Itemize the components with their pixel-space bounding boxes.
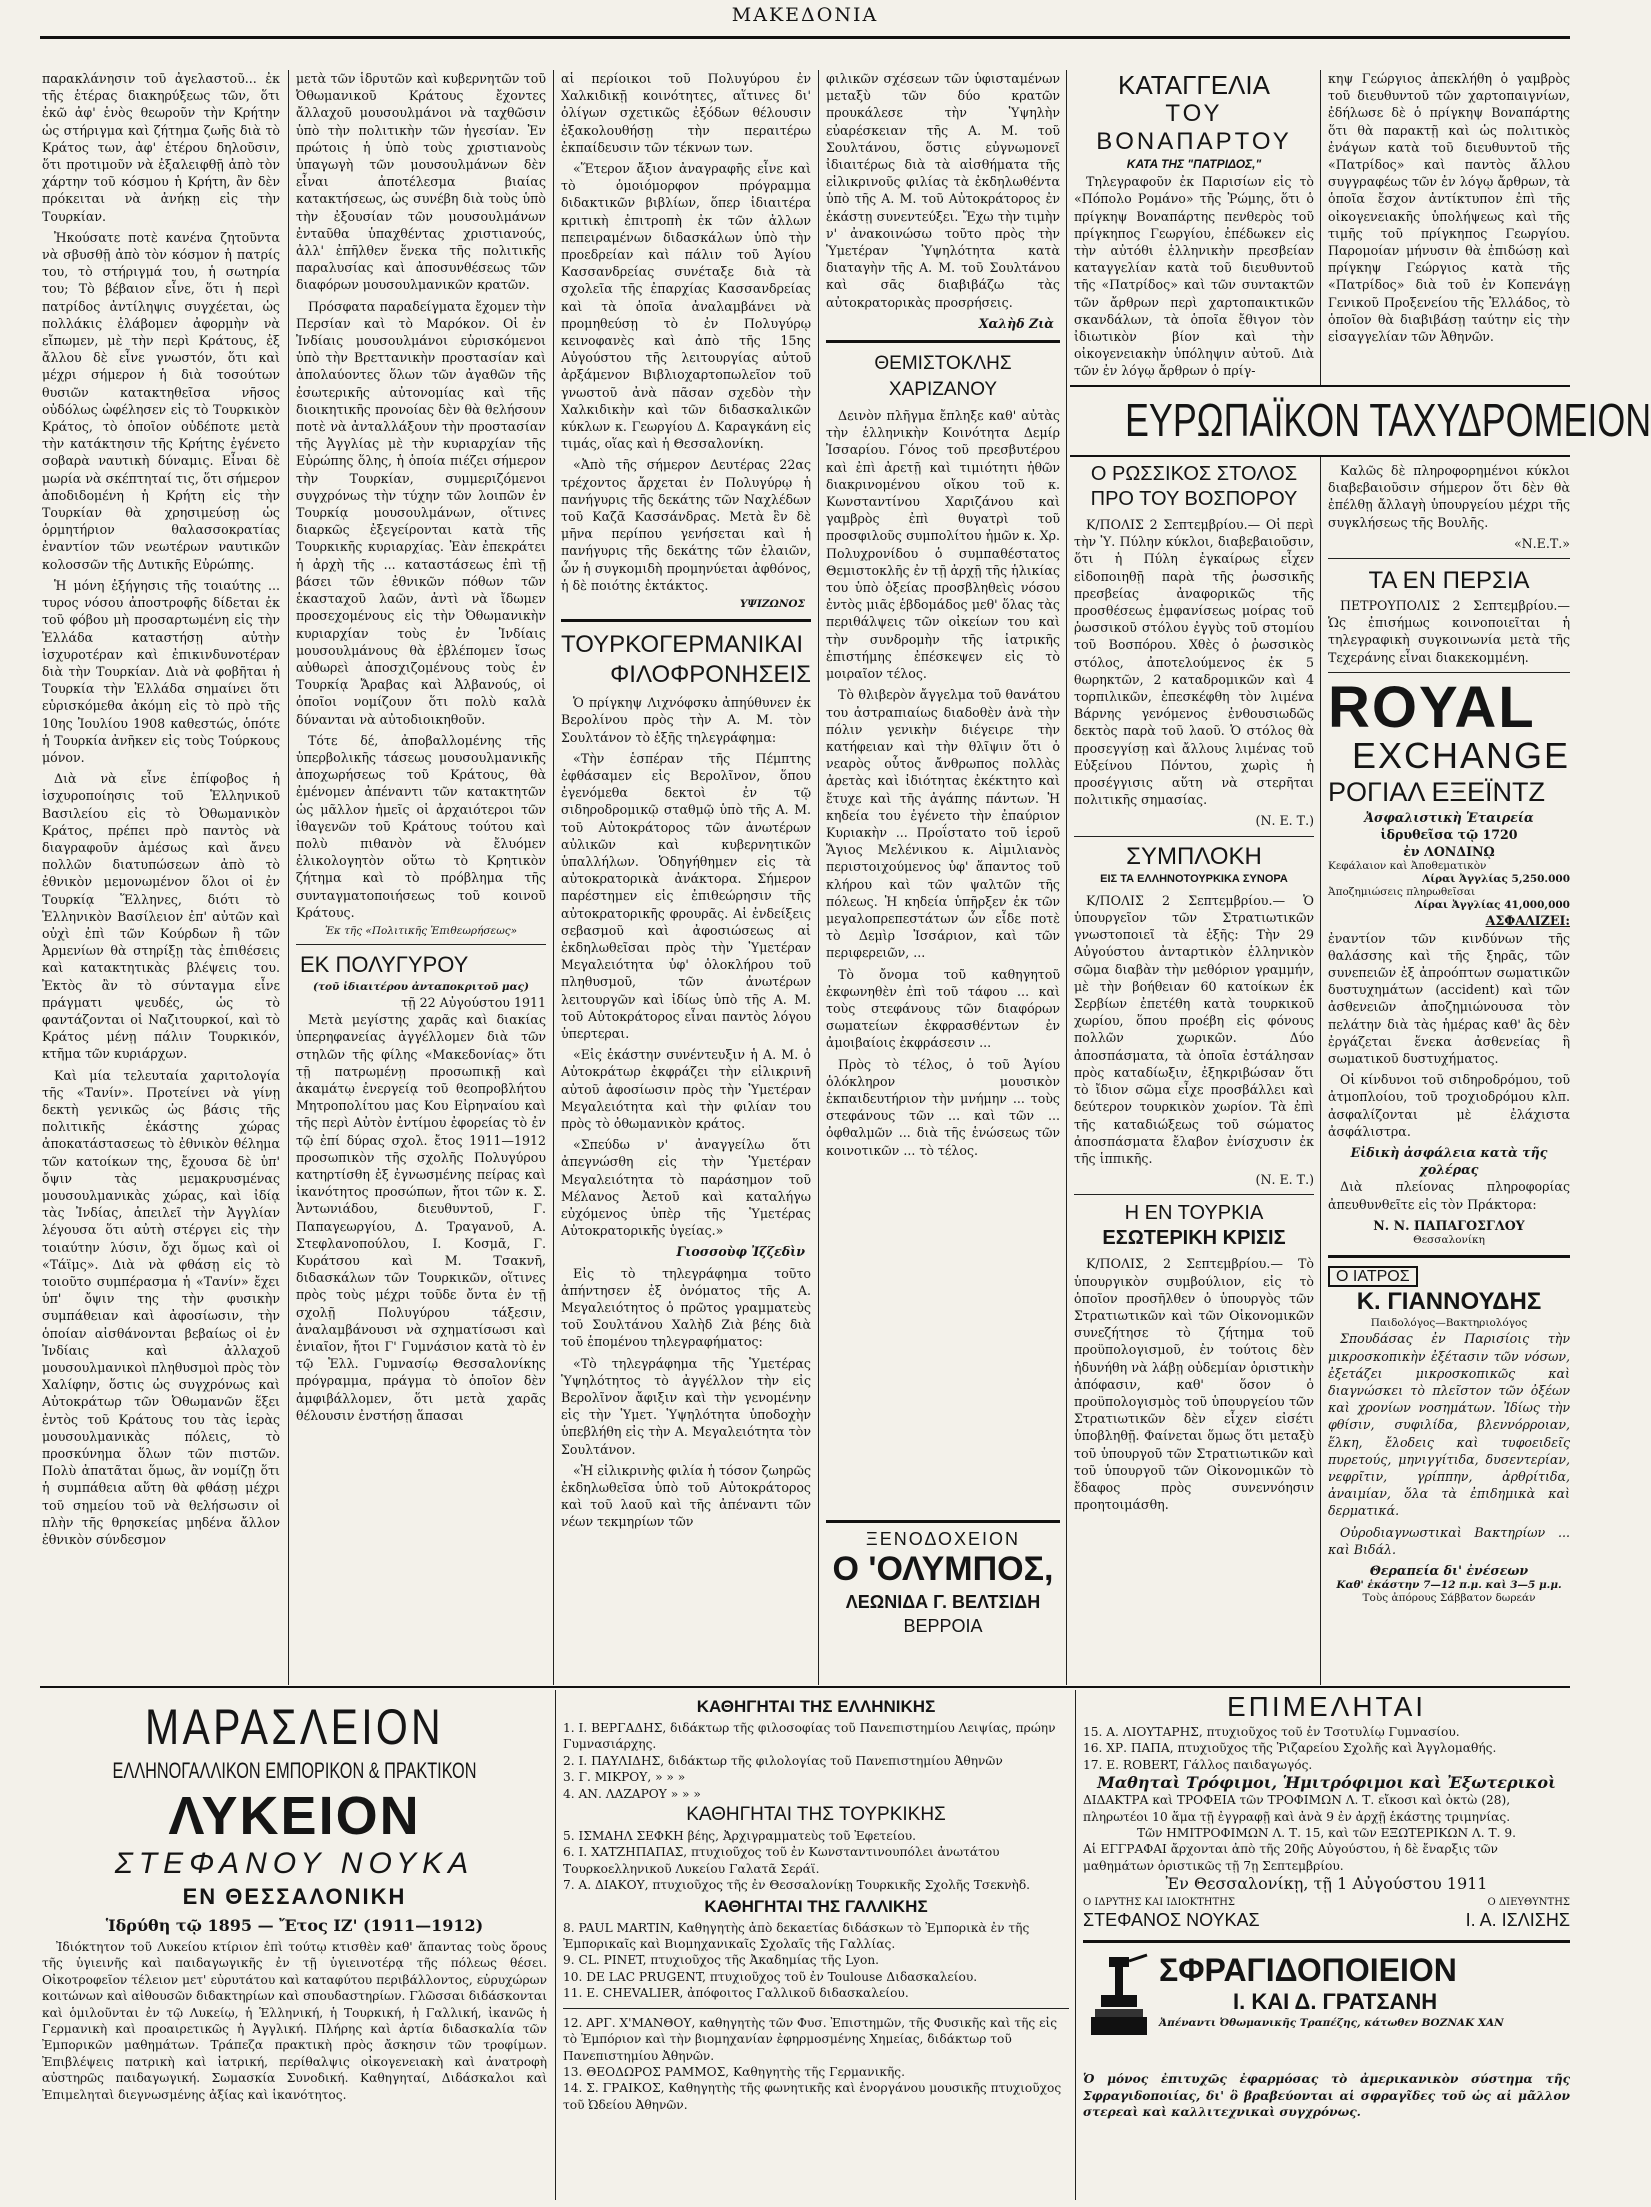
- polygyrou-heading: ΕΚ ΠΟΛΥΓΥΡΟΥ: [300, 951, 469, 977]
- article-paragraph: Μετὰ μεγίστης χαρᾶς καὶ διακίας ὑπερηφανείας ἀγγέλλομεν διὰ τῶν στηλῶν τῆς φίλης «Μακεδονίας» ὅτι τῇ πατρωμένῃ προσωπικῇ καὶ ἀκαμάτῳ ἐνεργείᾳ τοῦ θεοπροβλήτου Μητροπολίτου μας Κου Εἰρηναίου καὶ τῆς περὶ Αὐτὸν ἐντίμου ἐφορείας τὸ ἐν τῷ ἐπί δύρας σχολ. ἔτος 1911—1912 προσωπικὸν τῆς σχολῆς Πολυγύρου κατηρτίσθη ἐξ ἐγνωσμένης πείρας καὶ ἱκανότητος προσώπων, ἤτοι τῶν κ. Σ. Ἀντωνιάδου, διευθυντοῦ, Γ. Παπαγεωργίου, Δ. Τραγανοῦ, Α. Στεφλανοπούλου, Ι. Κοσμᾶ, Γ. Κυράτσου καὶ Μ. Τσακνῆ, διδασκάλων τῶν Τουρκικῶν, οἵτινες πρὸς τοὺς μέχρι τοῦδε ὄντα ἐν τῇ σχολῇ Πολυγύρου τάξεσιν, ἀναλαμβάνουσι νὰ σχηματίσωσι καὶ ἑνιαῖον, ἤτοι Γ' Γυμνάσιον κατὰ τὸ ἐν τῷ Ἑλλ. Γυμνασίῳ Θεσσαλονίκης πρόγραμμα, πράγμα τὸ ὁποῖον δὲν ἀμφιβάλλομεν, ὅτι μετὰ χαρᾶς θέλουσιν ἐνστήσῃ ἅπασαι: [296, 1012, 546, 1423]
- article-paragraph: Διὰ πλείονας πληροφορίας ἀπευθυνθεῖτε εἰς τὸν Πράκτορα:: [1328, 1179, 1570, 1212]
- iatros-specialty: Παιδολόγος—Βακτηριολόγος: [1370, 1317, 1528, 1330]
- teacher-item: 13. ΘΕΟΔΩΡΟΣ ΡΑΜΜΟΣ, Καθηγητὴς τῆς Γερμανικῆς.: [563, 2064, 905, 2079]
- symp-heading-1: ΣΥΜΠΛΟΚΗ: [1126, 842, 1262, 870]
- column-6-top: [1328, 70, 1570, 380]
- article-paragraph: «Σπεύδω ν' ἀναγγείλω ὅτι ἀπεγνώσθη εἰς τὴν Ὑμετέραν Μεγαλειότητα τὸ παράσημον τοῦ Μέλανος Ἀετοῦ καὶ καταλήγω εὐχόμενος ὑπὲρ τῆς Ὑμετέρας Αὐτοκρατορικῆς ὑγείας.»: [561, 1137, 811, 1239]
- agent-name: Ν. Ν. ΠΑΠΑΓΟΣΓΛΟΥ: [1373, 1217, 1525, 1233]
- teachers-heading-greek: ΚΑΘΗΓΗΤΑΙ ΤΗΣ ΕΛΛΗΝΙΚΗΣ: [696, 1697, 936, 1716]
- column-rule: [1066, 70, 1067, 1685]
- epim-fees-half: Τῶν ΗΜΙΤΡΟΦΙΜΩΝ Λ. Τ. 15, καὶ τῶν ΕΞΩΤΕΡΙΚΩΝ Λ. Τ. 9.: [1136, 1826, 1517, 1841]
- maraslion-owner: ΣΤΕΦΑΝΟΥ ΝΟΥΚΑ: [114, 1847, 475, 1880]
- divider: [1074, 1194, 1314, 1195]
- column-2: [296, 70, 546, 1685]
- teacher-item: 10. DE LAC PRUGENT, πτυχιοῦχος τοῦ ἐν Toulouse Διδασκαλείου.: [563, 1969, 978, 1984]
- divider: [1074, 836, 1314, 837]
- divider: [563, 2008, 1069, 2009]
- krisis-heading-2: ΕΣΩΤΕΡΙΚΗ ΚΡΙΣΙΣ: [1102, 1227, 1286, 1250]
- bottom-rule: [40, 1686, 1570, 1688]
- article-paragraph: Τηλεγραφοῦν ἐκ Παρισίων εἰς τὸ «Πόπολο Ρομάνο» τῆς Ῥώμης, ὅτι ὁ πρίγκηψ Βοναπάρτης πενθερὸς τοῦ πρίγκηπος Γεωργίου, ἐπέδωκεν εἰς τὴν αὐτόθι ἑλληνικὴν πρεσβείαν καταγγελίαν κατὰ τοῦ διευθυντοῦ τῆς «Πατρίδος» καὶ τῶν συντακτῶν τῶν ἄρθρων περὶ χαρτοπαικτικῶν σκανδάλων, τὰ ὁποῖα ἔθιγον τὸν ἰδιωτικὸν βίον καὶ τὴν οἰκογενειακὴν ὑπόληψιν αὐτοῦ. Διὰ τῶν ἐν λόγῳ ἄρθρων ὁ πρίγ-: [1074, 174, 1314, 379]
- article-paragraph: Διὰ νὰ εἶνε ἐπίφοβος ἡ ἰσχυροποίησις τοῦ Ἑλληνικοῦ Βασιλείου εἰς τὸ Ὀθωμανικὸν Κράτος, πρέπει πρὸ παντὸς νὰ διαγραφοῦν ἀμέσως καὶ ἄνευ πολλῶν διατυπώσεων ἀπὸ τὸ ἐθνικὸν μεμονωμένον ὅλοι οἱ ἐν Τουρκίᾳ Ἕλληνες, διότι τὸ Ἑλληνικὸν Βασίλειον ἐπ' αὐτῶν καὶ οὐχὶ ἐπὶ τῶν Κούρδων ἢ τῶν Ἀρμενίων θὰ στηρίξῃ τὰς ἐπιθέσεις καὶ κατακτητικὰς βλέψεις του. Ἐκτὸς ἂν τὸ σύνταγμα εἶνε πράγματι ψευδές, ὡς τὸ φαντάζονται οἱ Ναζιτουρκοί, καὶ τὸ Κράτος μένῃ πάλιν Τουρκικόν, κτῆμα τῶν κυριάρχων.: [42, 771, 280, 1062]
- article-paragraph: «Τὴν ἑσπέραν τῆς Πέμπτης ἐφθάσαμεν εἰς Βερολῖνον, ὅπου ἐγενόμεθα δεκτοὶ ἐν τῷ σιδηροδρομικῷ σταθμῷ ὑπὸ τῆς Α. Μ. τοῦ Αὐτοκράτορος τῶν ἀνωτέρων αὐλικῶν καὶ κυβερνητικῶν ὑπαλλήλων. Ὁδηγήθημεν εἰς τὰ αὐτοκρατορικὰ ἀνάκτορα. Σήμερον παρέστημεν εἰς ἐπιθεώρησιν τῆς αὐτοκρατορικῆς φρουρᾶς. Αἱ ἐνδείξεις σεβασμοῦ καὶ ἀφοσιώσεως αἱ ἐκδηλωθεῖσαι πρὸς τὴν Ὑμετέραν Μεγαλειότητα ὑφ' ὁλοκλήρου τοῦ πληθυσμοῦ, τῶν ἀνωτέρων λειτουργῶν καὶ ἰδίως ὑπὸ τῆς Α. Μ. τοῦ Αὐτοκράτορος εἶναι παντὸς λόγου ὑπερτεραι.: [561, 750, 811, 1041]
- director-name: Ι. Α. ΙΣΛΙΣΗΣ: [1465, 1910, 1570, 1931]
- teacher-item: 7. Α. ΔΙΑΚΟΥ, πτυχιοῦχος τῆς ἐν Θεσσαλονίκῃ Τουρκικῆς Σχολῆς Τσεκνὴδ.: [563, 1878, 1031, 1893]
- maraslion-ad: [42, 1690, 547, 2202]
- epim-students: Μαθηταὶ Τρόφιμοι, Ἡμιτρόφιμοι καὶ Ἐξωτερικοὶ: [1097, 1773, 1556, 1793]
- article-paragraph: Τὸ θλιβερὸν ἄγγελμα τοῦ θανάτου του ἀστραπιαίως διαδοθὲν ἀνὰ τὴν πόλιν γενικὴν διέγειρε τὴν κατήφειαν καὶ τὴν θλῖψιν ὅτι ὁ νεαρὸς οὗτος ἄνθρωπος πολλὰς ἀρετὰς καὶ ἰδιότητας ἐκέκτητο καὶ ἔτυχε καὶ τῆς ἀγάπης πάντων. Ἡ κηδεία του ἐγένετο τὴν ἐπαύριον Κυριακὴν ... Προΐστατο τοῦ ἱεροῦ Ἅγιος Μελένικου κ. Αἰμιλιανὸς περιστοιχούμενος ὑφ' ἅπαντος τοῦ κλήρου καὶ τῶν ψαλτῶν τῆς πόλεως. Ἡ κηδεία ὑπῆρξεν ἐκ τῶν μεγαλοπρεπεστάτων ὧν εἶδε ποτὲ τὸ Δεμὶρ Ἰσσάριον, καὶ τῶν περιφερειῶν, ...: [826, 687, 1060, 961]
- article-paragraph: Ἡ μόνη ἐξήγησις τῆς τοιαύτης ... τυρος νόσου ἀποστροφῆς δίδεται ἐκ τοῦ φόβου μὴ προσαρτωμένη εἰς τὴν Ἑλλάδα καταστήσῃ αὐτὴν ἰσχυροτέραν καὶ ἐπικινδυνοτέραν διὰ τὴν Τουρκίαν. Διὰ νὰ φοβῆται ἡ Τουρκία τὴν Ἑλλάδα σημαίνει ὅτι εὑρισκόμεθα ἀκόμη εἰς τὸ πρὸ τῆς 10ης Ἰουλίου 1908 καθεστώς, ὁπότε ἡ Τουρκία ἀνῆκεν εἰς τοὺς Τούρκους μόνον.: [42, 577, 280, 765]
- turco-heading-1: ΤΟΥΡΚΟΓΕΡΜΑΝΙΚΑΙ: [561, 631, 803, 659]
- sfrag-owner: Ι. ΚΑΙ Δ. ΓΡΑΤΣΑΝΗ: [1233, 1989, 1438, 2015]
- hotel-ad: [826, 1520, 1060, 1688]
- director-label: Ο ΔΙΕΥΘΥΝΤΗΣ: [1487, 1897, 1570, 1909]
- teacher-item: 12. ΑΡΓ. Χ'ΜΑΝΘΟΥ, καθηγητὴς τῶν Φυσ. Ἐπιστημῶν, τῆς Φυσικῆς καὶ τῆς εἰς τὸ Ἐμπόριον καὶ τὴν βιομηχανίαν ἐφηρμοσμένης Χημείας, διδάκτωρ τοῦ Πανεπιστημίου Ἀθηνῶν.: [563, 2015, 1058, 2063]
- krisis-heading-1: Η ΕΝ ΤΟΥΡΚΙΑ: [1124, 1202, 1264, 1225]
- article-paragraph: παρακλάνησιν τοῦ ἀγελαστοῦ... ἐκ τῆς ἑτέρας διακηρύξεως τῶν, ὅτι ἐκῶ ἀφ' ἑνὸς θεωροῦν τὴν Κρήτην ὡς στήριγμα καὶ ζήτημα ζωῆς διὰ τὸ Κράτος των, ἀφ' ἑτέρου δηλοῦσιν, ὅτι προτιμοῦν νὰ ἐξαλειφθῇ ἀπὸ τὸν χάρτην τοῦ κόσμου ἡ Κρήτη, ἂν δὲν πρόκειται νὰ ἀνήκῃ εἰς τὴν Τουρκίαν.: [42, 71, 280, 224]
- exchange-wordmark: EXCHANGE: [1351, 734, 1570, 776]
- article-paragraph: Πρόσφατα παραδείγματα ἔχομεν τὴν Περσίαν καὶ τὸ Μαρόκον. Οἱ ἐν Ἰνδίαις μουσουλμάνοι εὑρισκόμενοι ὑπὸ τὴν Βρεττανικὴν προστασίαν καὶ ἀπολαύοντες ὅλων τῶν ἀγαθῶν τῆς ἐσωτερικῆς αὐτονομίας καὶ τῆς διοικητικῆς προνοίας δὲν θὰ θελήσουν ποτὲ νὰ ἀνταλλάξουν τὴν προστασίαν τῆς Ἀγγλίας μὲ τὴν κυριαρχίαν τῆς Εὐρώπης ὅλης, ἡ ὁποία πιέζει σήμερον τὴν Τουρκίαν, συμμεριζόμενοι συγχρόνως τὴν τύχην τῶν λοιπῶν ἐν Τουρκίᾳ μουσουλμάνων, οἵτινες διαρκῶς ἐξεγείρονται κατὰ τῆς Τουρκικῆς κυριαρχίας. Ἐὰν ἐπεκράτει ἡ ἀρχὴ τῆς ... καταστάσεως ἐπὶ τῇ βάσει τῶν ἐθνικῶν πόθων τῶν ἑκασταχοῦ λαῶν, ἀντὶ νὰ ἴδωμεν προσεχομένους εἰς τὴν Ὀθωμανικὴν κυριαρχίαν τοὺς ἐν Ἰνδίαις μουσουλμάνους θὰ ἐβλέπομεν ἴσως αὐθωρεὶ ἀποσχιζομένους τοὺς ἐν Τουρκίᾳ Ἄραβας καὶ Ἀλβανούς, οἱ ὁποῖοι νομίζουν ὅτι πολὺ καλὰ δύνανται νὰ αὐτοδιοικηθοῦν.: [296, 298, 546, 727]
- royal-insures: ΑΣΦΑΛΙΖΕΙ:: [1485, 913, 1570, 929]
- iatros-poor: Τοὺς ἀπόρους Σάββατον δωρεάν: [1362, 1592, 1536, 1605]
- iatros-hours: Καθ' ἑκάστην 7—12 π.μ. καὶ 3—5 μ.μ.: [1336, 1579, 1562, 1592]
- katag-heading-1: ΚΑΤΑΓΓΕΛΙΑ: [1118, 70, 1270, 100]
- divider: [296, 944, 546, 945]
- stolos-heading-2: ΠΡΟ ΤΟΥ ΒΟΣΠΟΡΟΥ: [1090, 488, 1298, 510]
- divider: [826, 340, 1060, 343]
- maraslion-city: ΕΝ ΘΕΣΣΑΛΟΝΙΚΗ: [182, 1884, 407, 1909]
- teacher-item: 9. CL. PINET, πτυχιοῦχος τῆς Ἀκαδημίας τῆς Lyon.: [563, 1953, 880, 1968]
- teachers-heading-french: ΚΑΘΗΓΗΤΑΙ ΤΗΣ ΓΑΛΛΙΚΗΣ: [704, 1896, 928, 1916]
- supervisor-item: 16. ΧΡ. ΠΑΠΑ, πτυχιοῦχος τῆς Ῥιζαρείου Σχολῆς καὶ Ἀγγλομαθής.: [1083, 1741, 1497, 1756]
- article-paragraph: Τότε δέ, ἀποβαλλομένης τῆς ὑπερβολικῆς τάσεως μουσουλμανικῆς ἀποχωρήσεως τοῦ Κράτους, θὰ ἐμένομεν ἀπέναντι τῶν κατακτητῶν ὡς μᾶλλον ἡμεῖς οἱ ἀρχαιότεροι τῶν ἰθαγενῶν τοῦ Κράτους τούτου καὶ πολὺ πιθανὸν νὰ ἔλυόμεν ἐλικολογητὸν οὕτω τὸ Κρητικὸν ζήτημα καὶ τὸ πρόβλημα τῆς συνταγματοποιήσεως τοῦ κοινοῦ Κράτους.: [296, 732, 546, 920]
- royal-cholera: Εἰδικὴ ἀσφάλεια κατὰ τῆς χολέρας: [1350, 1145, 1548, 1178]
- sfrag-text: Ὁ μόνος ἐπιτυχῶς ἐφαρμόσας τὸ ἀμερικανικὸν σύστημα τῆς Σφραγιδοποιίας, δι' ὃ βραβεύονται αἱ σφραγῖδες τοῦ ὡς αἱ μᾶλλον στερεαὶ καὶ καλλιτεχνικαὶ συγχρόνως.: [1083, 2072, 1570, 2120]
- article-paragraph: «Ἡ εἰλικρινὴς φιλία ἡ τόσον ζωηρῶς ἐκδηλωθεῖσα ὑπὸ τοῦ Αὐτοκράτορος καὶ τοῦ λαοῦ καὶ τῆς ἀπέναντι τῶν νέων τεκμηρίων τῶν: [561, 1462, 811, 1530]
- royal-paid-label: Ἀποζημιώσεις πληρωθεῖσαι: [1328, 886, 1476, 899]
- column-rule: [288, 70, 289, 1685]
- signature: ΥΨΙΖΩΝΟΣ: [739, 598, 805, 611]
- founder-name: ΣΤΕΦΑΝΟΣ ΝΟΥΚΑΣ: [1083, 1910, 1260, 1931]
- article-paragraph: Οἱ κίνδυνοι τοῦ σιδηροδρόμου, τοῦ ἀτμοπλοίου, τοῦ τροχιοδρόμου κλπ. ἀσφαλίζονται μὲ ἐλάχιστα ἀσφάλιστρα.: [1328, 1072, 1570, 1139]
- epim-title: ΕΠΙΜΕΛΗΤΑΙ: [1226, 1691, 1427, 1722]
- article-paragraph: φιλικῶν σχέσεων τῶν ὑφισταμένων μεταξὺ τῶν δύο κρατῶν προυκάλεσε τὴν Ὑψηλὴν εὐαρέσκειαν τῆς Α. Μ. τοῦ Σουλτάνου, ὅστις εὐγνωμονεῖ ἰδιαιτέρως διὰ τὰ αἰσθήματα τῆς εἰλικρινοῦς φιλίας τὰ ἐκδηλωθέντα ὑπὸ τῆς Α. Μ. τοῦ Αὐτοκράτορος ἐν ἑκάστῃ συνεντεύξει. Ἔχω τὴν τιμὴν ν' ἀνακοινώσω τοῦτο πρὸς τὴν Ὑμετέραν Ὑψηλότητα κατὰ διαταγὴν τῆς Α. Μ. τοῦ Σουλτάνου καὶ σᾶς διαβιβάζω τὰς αὐτοκρατορικὰς προσρήσεις.: [826, 71, 1060, 310]
- turco-heading-2: ΦΙΛΟΦΡΟΝΗΣΕΙΣ: [610, 661, 811, 689]
- article-paragraph: Καὶ μία τελευταία χαριτολογία τῆς «Τανίν». Προτείνει νὰ γίνῃ δεκτὴ γενικῶς ὡς βάσις τῆς πολιτικῆς ἑκάστης χώρας ἀποκατάστασεως τὸ ἐθνικὸν θέλημα τῶν κατοίκων της, ἔχουσα δὲ ὑπ' ὄψιν τὰς μεμακρυσμένας μουσουλμανικὰς χώρας, καὶ ἰδίᾳ τὰς Ἰνδίας, ἀπειλεῖ τὴν Ἀγγλίαν λέγουσα ὅτι αὐτὴ στέργει εἰς τὴν τοιαύτην λύσιν, ὄχι ὅμως καὶ οἱ «Τάϊμς». Διὰ νὰ φθάσῃ εἰς τὸ τοιοῦτο συμπέρασμα ἡ «Τανίν» ἔχει ὑπ' ὄψιν της τὴν φυσικὴν συμπάθειαν καὶ ἀφοσίωσιν, τὴν ὁποίαν αἰσθάνονται βεβαίως οἱ ἐν Ἰνδίαις καὶ ἀλλαχοῦ μουσουλμανικοὶ πληθυσμοὶ πρὸς τὸν Χαλίφην, ὅστις ὡς συγχρόνως καὶ Αὐτοκράτωρ τῶν Ὀθωμανῶν ἕξει ἐντὸς τοῦ Κράτους του τὰς ἱερὰς μουσουλμανικὰς πόλεις, τὸ προσκύνημα ὅλων τῶν πιστῶν. Πολὺ ἀπατᾶται ὅμως, ἂν νομίζῃ ὅτι ἡ συμπάθεια αὕτη θὰ φθάσῃ μέχρι τοῦ σημείου τοῦ νὰ θελήσωσιν οἱ πλὴν τῆς θρησκείας μηδένα ἄλλον ἐθνικὸν σύνδεσμον: [42, 1067, 280, 1548]
- newspaper-title: ΜΑΚΕΔΟΝΙΑ: [731, 4, 879, 26]
- royal-capital: Λίραι Ἀγγλίας 5,250.000: [1421, 873, 1570, 886]
- article-paragraph: Δεινὸν πλῆγμα ἔπληξε καθ' αὐτὰς τὴν ἑλληνικὴν Κοινότητα Δεμίρ Ἰσσαρίου. Γόνος τοῦ πρεσβυτέρου καὶ ἐπὶ ἀρετῇ καὶ τιμιότητι ἠθῶν διακρινομένου οἴκου τοῦ κ. Κωνσταντίνου Χαριζάνου καὶ γαμβρὸς ἐπὶ θυγατρὶ τοῦ προσφιλοῦς συμπολίτου ἡμῶν κ. Χρ. Πολυχρονίδου ὁ συμπαθέστατος Θεμιστοκλῆς ἐν τῇ ἀρχῇ τῆς ἡλικίας του ὑπὸ ὀξείας προσβληθεὶς νόσου ἐντὸς μιᾶς ἑβδομάδος μεθ' ὅλας τὰς περιθάλψεις τῶν οἰκείων του καὶ τὴν συνδρομὴν τῆς ἰατρικῆς ἐπιστήμης ἐπέσκεψεν εἰς τὸ μοιραῖον τέλος.: [826, 408, 1060, 682]
- epim-fees: ΔΙΔΑΚΤΡΑ καὶ ΤΡΟΦΕΙΑ τῶν ΤΡΟΦΙΜΩΝ Λ. Τ. εἴκοσι καὶ ὀκτὼ (28), πληρωτέοι 10 ἅμα τῇ ἐγγραφῇ καὶ ἀνὰ 9 ἐν ἀρχῇ ἑκάστης τριμηνίας.: [1083, 1793, 1511, 1824]
- iatros-name: Κ. ΓΙΑΝΝΟΥΔΗΣ: [1356, 1288, 1542, 1316]
- europ-heading: ΕΥΡΩΠΑΪΚΟΝ ΤΑΧΥΔΡΟΜΕΙΟΝ: [1125, 394, 1651, 446]
- royal-paid: Λίραι Ἀγγλίας 41,000,000: [1414, 899, 1570, 912]
- royal-line: Ἀσφαλιστικὴ Ἑταιρεία: [1364, 809, 1534, 825]
- correspondent-note: (τοῦ ἰδιαιτέρου ἀνταποκριτοῦ μας): [313, 980, 529, 993]
- article-paragraph: «Εἰς ἑκάστην συνέντευξιν ἡ Α. Μ. ὁ Αὐτοκράτωρ ἐκφράζει τὴν εἰλικρινῆ αὐτοῦ ἀφοσίωσιν πρὸς τὴν Ὑμετέραν Μεγαλειότητα καὶ τὴν φιλίαν του πρὸς τὸ ὀθωμανικὸν κράτος.: [561, 1047, 811, 1131]
- column-rule: [555, 1690, 556, 2200]
- supervisors-ad: [1083, 1690, 1570, 2202]
- article-paragraph: «Τὸ τηλεγράφημα τῆς Ὑμετέρας Ὑψηλότητος τὸ ἀγγέλλον τὴν εἰς Βερολῖνον ἄφιξιν καὶ τὴν γενομένην εἰς τὴν Ὑμετ. Ὑψηλότητα ὑποδοχὴν ὑπεβλήθη εἰς τὴν Α. Μεγαλειότητα τὸν Σουλτάνον.: [561, 1355, 811, 1457]
- column-5-lower: [1074, 462, 1314, 1685]
- themis-heading: ΘΕΜΙΣΤΟΚΛΗΣ ΧΑΡΙΖΑΝΟΥ: [874, 353, 1012, 401]
- article-paragraph: «Ἀπὸ τῆς σήμερον Δευτέρας 22ας τρέχοντος ἄρχεται ἐν Πολυγύρῳ ἡ πανήγυρις τῆς δεκάτης τῶν Ναχλέδων τοῦ Καζᾶ Κασσάνδρας. Μετὰ ἓν δὲ μῆνα περίπου γενήσεται καὶ ἡ πανήγυρις τῆς δεκάτης τῶν ἐλαιῶν, ὧν ἡ συγκομιδὴ προμηνύεται ἀφθόνος, ἡ δὲ ποιότης ἐκτάκτος.: [561, 457, 811, 593]
- royal-capital-label: Κεφάλαιον καὶ Ἀποθεματικὸν: [1328, 860, 1487, 873]
- maraslion-title: ΜΑΡΑΣΛΕΙΟΝ: [145, 1699, 444, 1755]
- teachers-heading-turkish: ΚΑΘΗΓΗΤΑΙ ΤΗΣ ΤΟΥΡΚΙΚΗΣ: [686, 1804, 946, 1826]
- europ-banner: [1070, 385, 1651, 457]
- epim-signatures: [1083, 1908, 1570, 1932]
- article-paragraph: Εἰς τὸ τηλεγράφημα τοῦτο ἀπήντησεν ἐξ ὀνόματος τῆς Α. Μεγαλειότητος ὁ πρῶτος γραμματεὺς τοῦ Σουλτάνου Χαλὴδ Ζιὰ βέης διὰ τοῦ ἑπομένου τηλεγραφήματος:: [561, 1265, 811, 1350]
- teacher-item: 1. Ι. ΒΕΡΓΑΔΗΣ, διδάκτωρ τῆς φιλοσοφίας τοῦ Πανεπιστημίου Λειψίας, πρώην Γυμνασιάρχης.: [563, 1721, 1056, 1752]
- stolos-heading-1: Ο ΡΩΣΣΙΚΟΣ ΣΤΟΛΟΣ: [1090, 463, 1298, 485]
- agency-credit: (Ν. Ε. Τ.): [1255, 813, 1314, 829]
- column-rule: [553, 70, 554, 1685]
- maraslion-lykeion: ΛΥΚΕΙΟΝ: [168, 1786, 421, 1846]
- divider: [1328, 672, 1570, 673]
- article-paragraph: Ἠκούσατε ποτὲ κανένα ζητοῦντα νὰ σβυσθῇ ἀπὸ τὸν κόσμον ἡ πατρίς του, τὸ στήριγμά του, ἡ σωτηρία του; Τὸ βέβαιον εἶνε, ὅτι ἡ περὶ πατρίδος ἀντίληψις συγχέεται, ὡς πολλάκις ἐλάβομεν ἀφορμὴν νὰ εἴπωμεν, μὲ τὴν περὶ Κράτους, ἐξ ἄλλου δὲ εἶνε γνωστόν, ὅτι καὶ μέχρι σήμερον ἡ διὰ τοσούτων θυσιῶν κατακτηθεῖσα νῆσος οὐδόλως ὠφέλησεν εἰς τὸ Τουρκικὸν Κράτος, τὸ ὁποῖον οὐδέποτε μετὰ τὴν κατάκτησιν τῆς Κρήτης ἐγένετο σοβαρὰ ναυτικὴ δύναμις. Εἶναι δὲ μωρία νὰ σκέπτηταί τις, ὅτι σήμερον ἀποδιδομένη ἡ Κρήτη εἰς τὴν Τουρκίαν θὰ χρησιμεύσῃ ὡς ὁρμητήριον θαλασσοκρατίας ἐναντίον τῶν νεωτέρων ναυτικῶν κολοσσῶν τῆς Δυτικῆς Εὐρώπης.: [42, 229, 280, 572]
- article-paragraph: Σπουδάσας ἐν Παρισίοις τὴν μικροσκοπικὴν ἐξέτασιν τῶν νόσων, ἐξετάζει μικροσκοπικῶς καὶ διαγνώσκει τὸ πλεῖστον τῶν ὀξέων καὶ χρονίων νοσημάτων. Ἰδίως τὴν φθίσιν, συφιλίδα, βλεννόρροιαν, ἕλκη, ἔλοδεις καὶ τυφοειδεῖς πυρετούς, μηνιγγίτιδα, δυσεντερίαν, νεφρῖτιν, γρίππην, ἀρθρίτιδα, ἀναιμίαν, ὅλα τὰ ἐπιδημικὰ καὶ δερματικά.: [1328, 1331, 1570, 1519]
- agency-credit: (Ν. Ε. Τ.): [1255, 1172, 1314, 1188]
- hotel-label: ΞΕΝΟΔΟΧΕΙΟΝ: [866, 1529, 1020, 1549]
- masthead-rule: [40, 36, 1570, 39]
- sfrag-address: Ἀπέναντι Ὀθωμανικῆς Τραπέζης, κάτωθεν ΒΟΖΝΑΚ ΧΑΝ: [1159, 2017, 1504, 2030]
- agency-credit: «Ν.Ε.Τ.»: [1513, 535, 1570, 551]
- hotel-name: Ο 'ΟΛΥΜΠΟΣ,: [832, 1550, 1054, 1589]
- article-paragraph: Οὐροδιαγνωστικαὶ Βακτηρίων ... καὶ Βιδάλ.: [1328, 1524, 1570, 1557]
- article-paragraph: Τὸ ὄνομα τοῦ καθηγητοῦ ἐκφωνηθὲν ἐπὶ τοῦ τάφου ... καὶ τοὺς στεφάνους τῶν διαφόρων σωματείων ἐκφρασθέντων ἐν ἀμοιβαίοις ἐκφράσεσιν ...: [826, 966, 1060, 1051]
- maraslion-text: Ἰδιόκτητον τοῦ Λυκείου κτίριον ἐπὶ τούτῳ κτισθὲν καθ' ἅπαντας τοὺς ὅρους τῆς ὑγιεινῆς καὶ παιδαγωγικῆς ἐν τῇ ὑγιεινοτέρᾳ τῆς πόλεως θέσει. Οἰκοτροφεῖον τέλειον μετ' εὐρυτάτου καὶ καταφύτου περιβάλλοντος, εὐρυχώρων κοιτώνων καὶ αἰθουσῶν διδακτηρίων καὶ σπουδαστηρίων. Γλῶσσαι διδάσκονται καὶ ὁμιλοῦνται ἐν τῷ Λυκείῳ, ἡ Ἑλληνική, ἡ Τουρκική, ἡ Γαλλική, ἰκανῶς ἡ Γερμανικὴ καὶ προαιρετικῶς ἡ Ἀγγλική. Πλήρης καὶ ἀρτία διδασκαλία τῶν Ἐμπορικῶν μαθημάτων. Τράπεζα πρακτικὴ πρὸς ἄσκησιν τῶν τροφίμων. Ἐπιβλέψεις πατρικὴ καὶ ἰατρική, περίθαλψις οἰκογενειακὴ καὶ ἀνατροφὴ αὐστηρῶς παιδαγωγική. Σωμασκία Συνοδική. Καθηγηταί, Διδάσκαλοι καὶ Ἐπιμεληταὶ διεγνωσμένης ἀξίας καὶ ἱκανότητος.: [42, 1940, 547, 2102]
- column-rule: [1075, 1690, 1076, 2200]
- sfrag-title: ΣΦΡΑΓΙΔΟΠΟΙΕΙΟΝ: [1159, 1952, 1457, 1989]
- article-paragraph: κηψ Γεώργιος ἀπεκλήθη ὁ γαμβρὸς τοῦ διευθυντοῦ τῶν χαρτοπαιγνίων, ἐδήλωσε δὲ ὁ πρίγκηψ Βοναπάρτης ὅτι θὰ παρακτῇ καὶ ὡς πολιτικὸς ἐνάγων κατὰ τοῦ διευθυντοῦ τῆς «Πατρίδος» καὶ παντὸς ἄλλου συγγραφέως τῶν ἐν λόγῳ ἄρθρων, τὰ ὁποῖα ἔσχον ἀντίκτυπον ἐπὶ τῆς οἰκογενειακῆς ὑπολήψεως καὶ τῆς τιμῆς τοῦ πρίγκηπος Γεωργίου. Παρομοίαν μήνυσιν θὰ ἐπιδώσῃ καὶ πρίγκηψ Γεώργιος κατὰ τῆς «Πατρίδος» διὰ τοῦ ἐν Κοπενάγῃ Γενικοῦ Προξενείου τῆς Ἑλλάδος, τὸ ὁποῖον θὰ διαβιβάσῃ ταύτην εἰς τὴν εἰσαγγελίαν τῶν Ἀθηνῶν.: [1328, 71, 1570, 345]
- article-paragraph: Κ/ΠΟΛΙΣ 2 Σεπτεμβρίου.— Οἱ περὶ τὴν Ὑ. Πύλην κύκλοι, διαβεβαιοῦσιν, ὅτι ἡ Πύλη ἐγκαίρως εἶχεν εἰδοποιηθῇ παρὰ τῆς ῥωσσικῆς πρεσβείας ἀναφορικῶς τῆς προσθέσεως ἐμφανίσεως μοίρας τοῦ ῥωσσικοῦ στόλου ἐγγὺς τοῦ στομίου τοῦ Βοσπόρου. Χθὲς ὁ ῥωσσικὸς στόλος, ἀποτελούμενος ἐκ 5 θωρηκτῶν, 2 καταδρομικῶν καὶ 4 τορπιλικῶν, ἐπεσκέφθη τὸν λιμένα Βάρνης γενόμενος ἐνθουσιωδῶς δεκτὸς παρὰ τοῦ λαοῦ. Ὁ στόλος θὰ προσεγγίσῃ καὶ ἄλλους λιμένας τοῦ Εὐξείνου Πόντου, χωρὶς ἡ προσέγγισις αὕτη νὰ στερῆται πολιτικῆς σημασίας.: [1074, 517, 1314, 808]
- teacher-item: 6. Ι. ΧΑΤΖΗΠΑΠΑΣ, πτυχιοῦχος τοῦ ἐν Κωνσταντινουπόλει ἀνωτάτου Τουρκοελληνικοῦ Λυκείου Γαλατᾶ Σεράϊ.: [563, 1845, 1000, 1876]
- supervisor-item: 15. Α. ΛΙΟΥΤΑΡΗΣ, πτυχιοῦχος τοῦ ἐν Τσοτυλίῳ Γυμνασίου.: [1083, 1725, 1460, 1739]
- symp-heading-2: ΕΙΣ ΤΑ ΕΛΛΗΝΟΤΟΥΡΚΙΚΑ ΣΥΝΟΡΑ: [1100, 872, 1288, 885]
- hotel-owner: ΛΕΩΝΙΔΑ Γ. ΒΕΛΤΣΙΔΗ: [845, 1592, 1041, 1613]
- persia-heading: ΤΑ ΕΝ ΠΕΡΣΙΑ: [1368, 567, 1530, 595]
- column-4: [826, 70, 1060, 1685]
- royal-wordmark: ROYAL: [1328, 674, 1536, 740]
- royal-line: ἐν ΛΟΝΔΙΝῼ: [1403, 844, 1495, 860]
- dateline: τῇ 22 Αὐγούστου 1911: [401, 994, 546, 1010]
- teacher-item: 5. ΙΣΜΑΗΛ ΣΕΦΚΗ βέης, Ἀρχιγραμματεὺς τοῦ Ἐφετείου.: [563, 1829, 916, 1844]
- article-paragraph: ΠΕΤΡΟΥΠΟΛΙΣ 2 Σεπτεμβρίου.— Ὡς ἐπισήμως κοινοποιεῖται ἡ τηλεγραφικὴ συγκοινωνία μετὰ τῆς Τεχεράνης εἶναι διακεκομμένη.: [1328, 598, 1570, 665]
- article-source: Ἐκ τῆς «Πολιτικῆς Ἐπιθεωρήσεως»: [324, 924, 518, 937]
- founder-label: Ο ΙΔΡΥΤΗΣ ΚΑΙ ΙΔΙΟΚΤΗΤΗΣ: [1083, 1897, 1235, 1909]
- divider: [1083, 1940, 1570, 1943]
- column-6: [1328, 462, 1570, 1685]
- agent-city: Θεσσαλονίκη: [1413, 1234, 1485, 1247]
- column-rule: [1320, 70, 1321, 1685]
- article-paragraph: μετὰ τῶν ἱδρυτῶν καὶ κυβερνητῶν τοῦ Ὀθωμανικοῦ Κράτους ἔχοντες ἄλλαχοῦ μουσουλμάνοι νὰ ταχθῶσιν ὑπὸ τὴν πολιτικὴν τῶν ἡγεσίαν. Ἐν πρώτοις ἡ ὑπὸ τοὺς χριστιανοὺς ὑπαγωγὴ τῶν μουσουλμάνων δὲν εἶναι ἀποτέλεσμα βιαίας κατακτήσεως, ὡς συνέβη διὰ τοὺς ὑπὸ τὴν ἐξουσίαν τῶν μουσουλμάνων ἐνταῦθα ὑπαχθέντας χριστιανούς, ἀλλ' ἐπῆλθεν ἕνεκα τῆς πολιτικῆς παραλυσίας καὶ ἀποσυνθέσεως τῶν διαφόρων μουσουλμανικῶν κρατῶν.: [296, 71, 546, 293]
- sfrag-ad: [1083, 1951, 1570, 2071]
- article-paragraph: αἱ περίοικοι τοῦ Πολυγύρου ἐν Χαλκιδικῇ κοινότητες, αἵτινες δι' ὀλίγων σχετικῶς ἐξόδων θέλουσιν ἐξακολουθήσῃ τὴν περαιτέρω ἐκπαίδευσιν τῶν τέκνων των.: [561, 71, 811, 155]
- article-paragraph: ἐναντίον τῶν κινδύνων τῆς θαλάσσης καὶ τῆς ξηρᾶς, τῶν συνεπειῶν ἐξ ἀπροόπτων σωματικῶν δυστυχημάτων (accident) καὶ τῶν ἀσθενειῶν ἀποζημιώνουσα τὸν πελάτην διὰ τὰς ἡμέρας καθ' ἃς δὲν ἐργάζεται ἕνεκα ἀσθενείας ἢ σωματικοῦ δυστυχήματος.: [1328, 930, 1570, 1067]
- masthead: [40, 4, 1570, 60]
- teacher-item: 14. Σ. ΓΡΑΙΚΟΣ, Καθηγητὴς τῆς φωνητικῆς καὶ ἐνοργάνου μουσικῆς πτυχιοῦχος τοῦ Ὠδείου Ἀθηνῶν.: [563, 2081, 1062, 2112]
- epim-date: Ἐν Θεσσαλονίκῃ, τῇ 1 Αὐγούστου 1911: [1165, 1874, 1488, 1894]
- teacher-item: 2. Ι. ΠΑΥΛΙΔΗΣ, διδάκτωρ τῆς φιλολογίας τοῦ Πανεπιστημίου Ἀθηνῶν: [563, 1753, 1003, 1768]
- katag-heading-2: ΤΟΥ ΒΟΝΑΠΑΡΤΟΥ: [1096, 100, 1292, 155]
- iatros-label: Ο ΙΑΤΡΟΣ: [1328, 1266, 1418, 1287]
- teacher-item: 11. E. CHEVALIER, ἀπόφοιτος Γαλλικοῦ διδασκαλείου.: [563, 1986, 909, 2001]
- maraslion-subtitle: ΕΛΛΗΝΟΓΑΛΛΙΚΟΝ ΕΜΠΟΡΙΚΟΝ & ΠΡΑΚΤΙΚΟΝ: [112, 1758, 477, 1783]
- teacher-item: 3. Γ. ΜΙΚΡΟΥ, » » »: [563, 1770, 686, 1785]
- article-paragraph: Κ/ΠΟΛΙΣ 2 Σεπτεμβρίου.— Ὁ ὑπουργεῖον τῶν Στρατιωτικῶν γνωστοποιεῖ τὰ ἑξῆς: Τὴν 29 Αὐγούστου ἀνταρτικὸν ἑλληνικὸν σῶμα διαβὰν τὴν μεθόριον γραμμήν, μὲ τὴν βοήθειαν 60 κατοίκων ἐκ Σερβίων ἐπετέθη κατὰ τουρκικοῦ χωρίου, ὅπου προέβη εἰς φόνους πολλῶν χωρικῶν. Δύο ἀποσπάσματα, τὰ ὁποῖα ἐστάλησαν πρὸς καταδίωξιν, ἐξηκριβώσαν ὅτι τὸ ἴδιον σῶμα εἶχε προσβάλλει καὶ δεύτερον τουρκικὸν χωρίον. Τὰ ἐπὶ τῆς καταδιώξεως τοῦ σώματος ἀποσπάσματα ἔλαβον ἐνίσχυσιν ἐκ τῆς ἱππικῆς.: [1074, 892, 1314, 1166]
- teacher-item: 8. PAUL MARTIN, Καθηγητὴς ἀπὸ δεκαετίας διδάσκων τὸ Ἐμπορικὰ ἐν τῆς Ἐμπορικαῖς καὶ Βιομηχανικαῖς Σχολαῖς τῆς Γαλλίας.: [563, 1920, 1030, 1952]
- divider: [1328, 1255, 1570, 1258]
- hotel-city: ΒΕΡΡΟΙΑ: [903, 1616, 983, 1637]
- article-paragraph: Κ/ΠΟΛΙΣ, 2 Σεπτεμβρίου.— Τὸ ὑπουργικὸν συμβούλιον, εἰς τὸ ὁποῖον προσῆλθεν ὁ ὑπουργὸς τῶν Στρατιωτικῶν καὶ τῶν Οἰκονομικῶν συνεζήτησε τὸ ζήτημα τοῦ προϋπολογισμοῦ, ἐν τούτοις δὲν ἠδυνήθη νὰ λάβῃ οὐδεμίαν ὁριστικὴν ἀπόφασιν, καθ' ὅσον ὁ προϋπολογισμὸς τοῦ ὑπουργείου τῶν Στρατιωτικῶν δὲν εἶχεν εἰσέτι ὑποβληθῇ. Φαίνεται ὅμως ὅτι μεταξὺ τοῦ ὑπουργοῦ τῶν Στρατιωτικῶν καὶ τοῦ ὑπουργοῦ τῶν Οἰκονομικῶν τὸ ἔδαφος πρὸς συνεννόησιν προητοιμάσθη.: [1074, 1256, 1314, 1513]
- column-1: [42, 70, 280, 1685]
- epim-signatures-labels: [1083, 1897, 1570, 1908]
- teachers-ad: [563, 1690, 1069, 2202]
- epim-registration: Αἱ ΕΓΓΡΑΦΑΙ ἄρχονται ἀπὸ τῆς 20ῆς Αὐγούστου, ἡ δὲ ἔναρξις τῶν μαθημάτων ὁριστικῶς τῇ 7ῃ Σεπτεμβρίου.: [1083, 1842, 1498, 1873]
- teacher-item: 4. ΑΝ. ΛΑΖΑΡΟΥ » » »: [563, 1786, 701, 1801]
- divider: [561, 619, 811, 622]
- supervisor-item: 17. E. ROBERT, Γάλλος παιδαγωγός.: [1083, 1757, 1313, 1772]
- royal-line: ἱδρυθεῖσα τῷ 1720: [1380, 827, 1518, 843]
- article-paragraph: Καλῶς δὲ πληροφορημένοι κύκλοι διαβεβαιοῦσιν σήμερον ὅτι δὲν θὰ ἐπέλθῃ ἄλλαγὴ ὑπουργείου μέχρι τῆς συγκλήσεως τῆς Βουλῆς.: [1328, 463, 1570, 530]
- column-rule: [818, 70, 819, 1685]
- katag-heading-3: ΚΑΤΑ ΤΗΣ "ΠΑΤΡΙΔΟΣ,": [1126, 157, 1262, 171]
- signature: Χαλὴδ Ζιὰ: [978, 315, 1054, 331]
- iatros-therapy: Θεραπεία δι' ἐνέσεων: [1369, 1562, 1529, 1578]
- maraslion-founded: Ἱδρύθη τῷ 1895 — Ἔτος ΙΖ' (1911—1912): [105, 1916, 484, 1935]
- royal-greek-name: ΡΟΓΙΑΛ ΕΞΕΪΝΤΖ: [1328, 776, 1545, 807]
- article-paragraph: Πρὸς τὸ τέλος, ὁ τοῦ Ἁγίου ὁλόκληρον μουσικὸν ἐκπαιδευτήριον τὴν μνήμην ... τοὺς στεφάνους τῶν ... καὶ τῶν ... ὀφθαλμῶν ... διὰ τῆς ἑνώσεως τῶν κοινοτικῶν ... τὸ τέλος.: [826, 1056, 1060, 1158]
- stamp-press-icon: [1087, 1953, 1151, 2039]
- divider: [1328, 558, 1570, 559]
- article-paragraph: «Ἕτερον ἄξιον ἀναγραφῆς εἶνε καὶ τὸ ὁμοιόμορφον πρόγραμμα διδακτικῶν βιβλίων, ὅπερ ἰδιαιτέρα κριτικὴ ἐπιτροπὴ ἐκ τῶν ἀλλων πεπειραμένων διδασκάλων ὑπὸ τὴν προεδρείαν καὶ πάλιν τοῦ Ἁγίου Κασσανδρείας συνέταξε διὰ τὰ σχολεῖα τῆς ἐπαρχίας Κασσανδρείας καὶ τὰ ὁποῖα ἀναλαμβάνει νὰ προμηθεύσῃ τὸ ἐν Πολυγύρῳ κεινοφανὲς καὶ ἀπὸ τῆς 15ης Αὐγούστου τῆς λειτουργίας αὐτοῦ ἀρξάμενον Βιβλιοχαρτοπωλεῖον τοῦ γνωστοῦ ἀνὰ πᾶσαν σχεδὸν τὴν Χαλκιδικὴν καὶ τῶν διδασκαλικῶν κύκλων κ. Γεωργίου Δ. Καραγκάνη εἰς τιμάς, οἵας καὶ ἡ Θεσσαλονίκη.: [561, 161, 811, 452]
- article-paragraph: Ὁ πρίγκηψ Λιχνόφσκυ ἀπηύθυνεν ἐκ Βερολίνου πρὸς τὴν Α. Μ. τὸν Σουλτάνον τὸ ἑξῆς τηλεγράφημα:: [561, 695, 811, 745]
- signature: Γιοσσοὺφ Ἰζζεδὶν: [676, 1244, 805, 1260]
- column-3: [561, 70, 811, 1685]
